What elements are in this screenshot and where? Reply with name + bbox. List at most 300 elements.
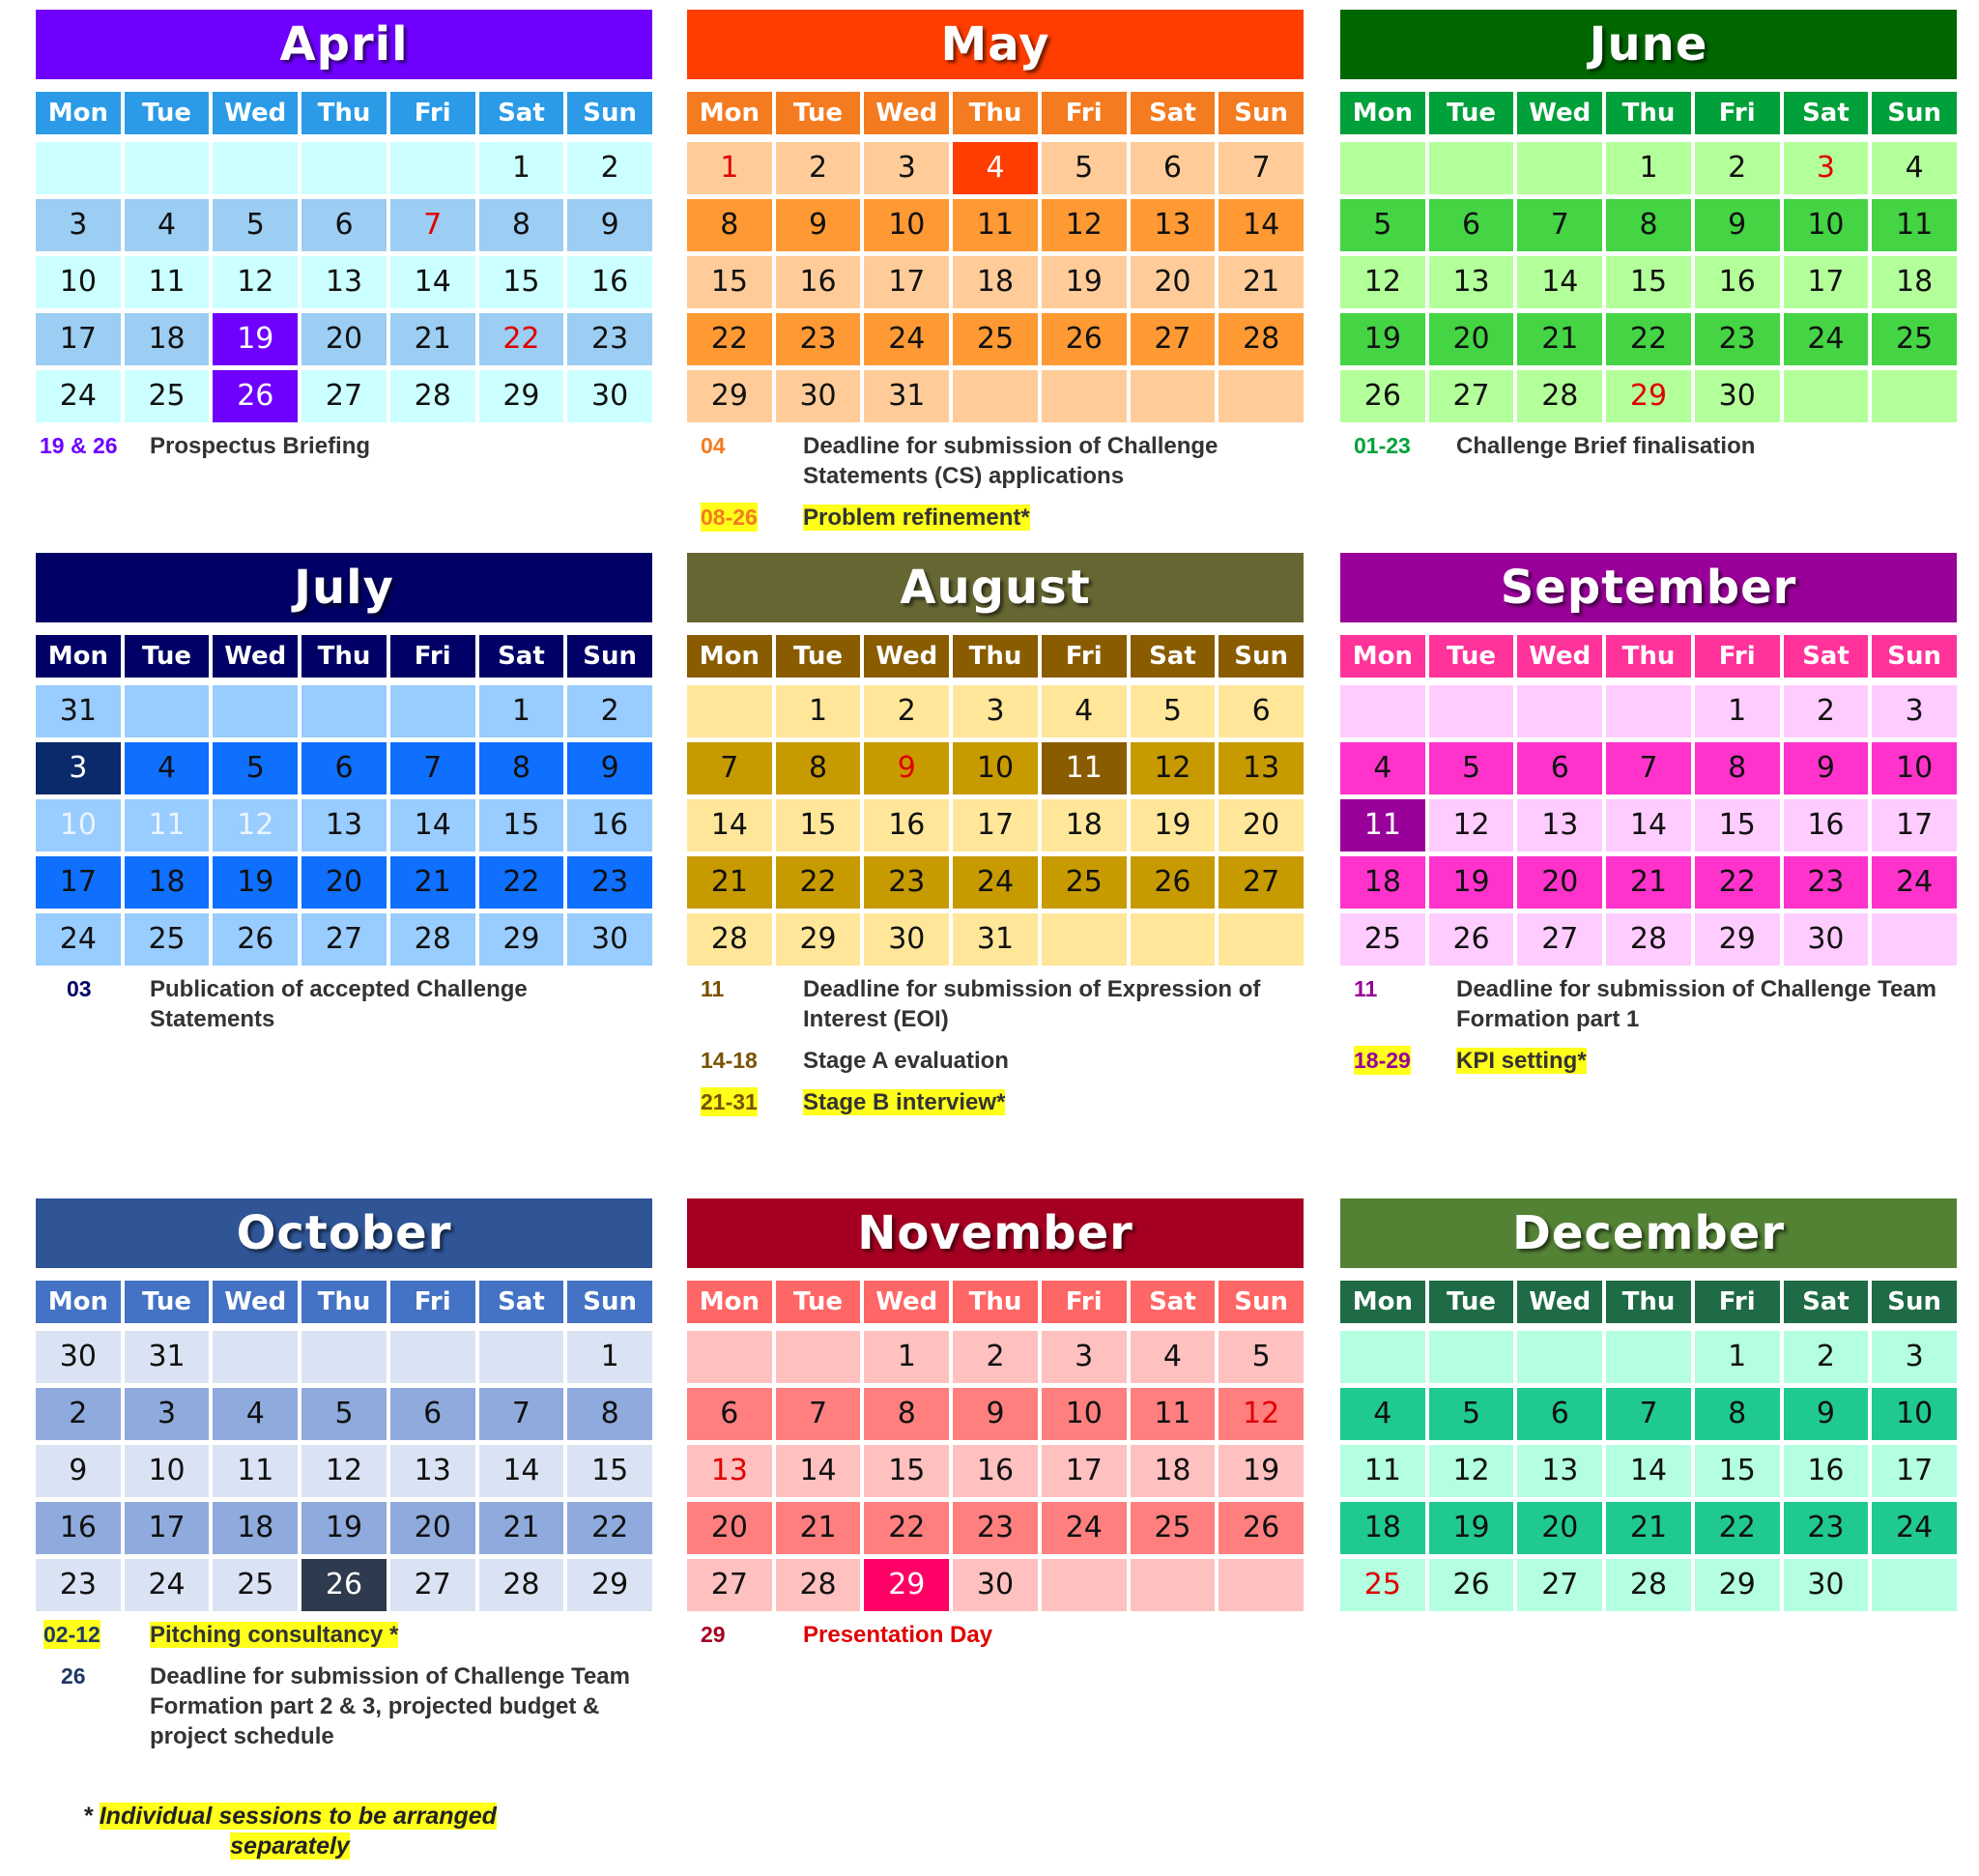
empty-cell <box>1429 1331 1514 1383</box>
day-cell: 17 <box>1042 1445 1127 1497</box>
day-cell: 5 <box>213 199 298 251</box>
day-cell: 20 <box>1517 856 1602 909</box>
day-cell: 15 <box>687 256 772 308</box>
day-cell: 4 <box>125 199 210 251</box>
day-cell: 25 <box>1340 1559 1425 1611</box>
day-cell: 9 <box>953 1388 1038 1440</box>
empty-cell <box>213 142 298 194</box>
empty-cell <box>1784 370 1869 422</box>
day-cell: 25 <box>125 370 210 422</box>
day-cell: 4 <box>953 142 1038 194</box>
weekday-header: Wed <box>213 635 298 678</box>
day-cell: 21 <box>776 1502 861 1554</box>
event-date: 14-18 <box>701 1048 758 1073</box>
day-cell: 12 <box>213 799 298 851</box>
event-item <box>687 1620 1286 1650</box>
day-cell: 2 <box>567 142 652 194</box>
day-cell: 26 <box>1340 370 1425 422</box>
day-cell: 25 <box>953 313 1038 365</box>
day-cell: 27 <box>1429 370 1514 422</box>
empty-cell <box>1219 370 1304 422</box>
day-cell: 18 <box>125 856 210 909</box>
empty-cell <box>213 685 298 737</box>
day-cell: 28 <box>1606 1559 1691 1611</box>
day-cell: 15 <box>1606 256 1691 308</box>
day-cell: 19 <box>301 1502 387 1554</box>
day-cell: 3 <box>125 1388 210 1440</box>
weekday-header: Tue <box>1429 635 1514 678</box>
month-july <box>36 553 652 966</box>
day-cell: 24 <box>953 856 1038 909</box>
day-cell: 6 <box>301 742 387 794</box>
day-cell: 30 <box>567 370 652 422</box>
weekday-header: Thu <box>1606 635 1691 678</box>
empty-cell <box>1042 1559 1127 1611</box>
day-cell: 29 <box>1695 913 1780 966</box>
month-title: September <box>1340 553 1957 622</box>
day-cell: 8 <box>479 742 564 794</box>
event-item <box>1340 1046 1939 1076</box>
day-cell: 25 <box>1131 1502 1216 1554</box>
day-cell: 13 <box>390 1445 475 1497</box>
day-cell: 14 <box>1606 799 1691 851</box>
month-grid <box>687 1281 1304 1611</box>
event-item <box>36 1661 635 1751</box>
day-cell: 2 <box>864 685 949 737</box>
event-text: Problem refinement* <box>803 505 1030 531</box>
day-cell: 23 <box>567 313 652 365</box>
month-october <box>36 1198 652 1611</box>
empty-cell <box>1429 685 1514 737</box>
day-cell: 12 <box>1429 799 1514 851</box>
event-text: Prospectus Briefing <box>150 433 371 459</box>
day-cell: 11 <box>1872 199 1957 251</box>
day-cell: 4 <box>213 1388 298 1440</box>
weekday-header: Mon <box>1340 1281 1425 1323</box>
day-cell: 29 <box>479 913 564 966</box>
weekday-header: Sat <box>479 1281 564 1323</box>
day-cell: 27 <box>1517 1559 1602 1611</box>
day-cell: 16 <box>1784 1445 1869 1497</box>
day-cell: 9 <box>36 1445 121 1497</box>
day-cell: 24 <box>1784 313 1869 365</box>
day-cell: 1 <box>1695 685 1780 737</box>
day-cell: 2 <box>567 685 652 737</box>
day-cell: 17 <box>125 1502 210 1554</box>
month-grid <box>687 92 1304 422</box>
weekday-header: Wed <box>864 92 949 134</box>
weekday-header: Sun <box>1219 635 1304 678</box>
day-cell: 13 <box>1517 799 1602 851</box>
day-cell: 30 <box>1784 913 1869 966</box>
day-cell: 13 <box>1517 1445 1602 1497</box>
day-cell: 27 <box>687 1559 772 1611</box>
event-date: 11 <box>1354 976 1378 1001</box>
empty-cell <box>213 1331 298 1383</box>
day-cell: 18 <box>1131 1445 1216 1497</box>
day-cell: 5 <box>1429 742 1514 794</box>
day-cell: 10 <box>1784 199 1869 251</box>
day-cell: 16 <box>953 1445 1038 1497</box>
day-cell: 1 <box>567 1331 652 1383</box>
event-date: 08-26 <box>701 505 758 530</box>
weekday-header: Fri <box>1695 635 1780 678</box>
event-date: 29 <box>701 1622 726 1647</box>
day-cell: 11 <box>125 256 210 308</box>
day-cell: 27 <box>301 370 387 422</box>
day-cell: 15 <box>864 1445 949 1497</box>
day-cell: 4 <box>1042 685 1127 737</box>
empty-cell <box>687 1331 772 1383</box>
day-cell: 31 <box>125 1331 210 1383</box>
day-cell: 19 <box>1429 1502 1514 1554</box>
weekday-header: Mon <box>687 635 772 678</box>
empty-cell <box>390 1331 475 1383</box>
day-cell: 17 <box>953 799 1038 851</box>
day-cell: 7 <box>687 742 772 794</box>
day-cell: 18 <box>1340 1502 1425 1554</box>
event-text: Deadline for submission of Challenge Statements (CS) applications <box>803 433 1219 489</box>
day-cell: 8 <box>864 1388 949 1440</box>
weekday-header: Wed <box>864 1281 949 1323</box>
day-cell: 24 <box>36 370 121 422</box>
weekday-header: Sun <box>567 635 652 678</box>
weekday-header: Mon <box>687 1281 772 1323</box>
day-cell: 23 <box>776 313 861 365</box>
day-cell: 4 <box>1872 142 1957 194</box>
weekday-header: Fri <box>390 1281 475 1323</box>
event-text: KPI setting* <box>1456 1048 1587 1074</box>
day-cell: 4 <box>1131 1331 1216 1383</box>
empty-cell <box>1429 142 1514 194</box>
day-cell: 6 <box>1517 1388 1602 1440</box>
weekday-header: Fri <box>1042 635 1127 678</box>
weekday-header: Mon <box>36 635 121 678</box>
day-cell: 4 <box>1340 742 1425 794</box>
empty-cell <box>301 142 387 194</box>
day-cell: 22 <box>864 1502 949 1554</box>
day-cell: 14 <box>1219 199 1304 251</box>
day-cell: 8 <box>1695 1388 1780 1440</box>
day-cell: 26 <box>1131 856 1216 909</box>
day-cell: 3 <box>1872 1331 1957 1383</box>
month-june <box>1340 10 1957 422</box>
day-cell: 16 <box>36 1502 121 1554</box>
day-cell: 28 <box>1606 913 1691 966</box>
weekday-header: Tue <box>776 92 861 134</box>
event-item <box>687 1046 1286 1076</box>
day-cell: 30 <box>864 913 949 966</box>
weekday-header: Fri <box>390 92 475 134</box>
day-cell: 22 <box>776 856 861 909</box>
event-text: Stage B interview* <box>803 1089 1006 1115</box>
day-cell: 23 <box>1784 856 1869 909</box>
day-cell: 15 <box>1695 799 1780 851</box>
day-cell: 2 <box>1784 685 1869 737</box>
weekday-header: Fri <box>1042 92 1127 134</box>
event-item <box>687 974 1286 1034</box>
month-november <box>687 1198 1304 1611</box>
day-cell: 26 <box>1042 313 1127 365</box>
weekday-header: Fri <box>1042 1281 1127 1323</box>
weekday-header: Wed <box>864 635 949 678</box>
day-cell: 7 <box>1606 1388 1691 1440</box>
day-cell: 27 <box>301 913 387 966</box>
day-cell: 14 <box>390 256 475 308</box>
event-list <box>687 974 1286 1129</box>
empty-cell <box>36 142 121 194</box>
day-cell: 1 <box>776 685 861 737</box>
event-date: 01-23 <box>1354 433 1411 458</box>
day-cell: 29 <box>864 1559 949 1611</box>
day-cell: 6 <box>1131 142 1216 194</box>
month-grid <box>36 1281 652 1611</box>
day-cell: 24 <box>1042 1502 1127 1554</box>
day-cell: 16 <box>776 256 861 308</box>
footnote <box>77 1802 502 1862</box>
day-cell: 21 <box>1606 1502 1691 1554</box>
empty-cell <box>1131 1559 1216 1611</box>
weekday-header: Tue <box>776 635 861 678</box>
month-grid <box>1340 92 1957 422</box>
month-august <box>687 553 1304 966</box>
day-cell: 3 <box>36 199 121 251</box>
day-cell: 19 <box>213 856 298 909</box>
day-cell: 11 <box>1131 1388 1216 1440</box>
day-cell: 1 <box>1695 1331 1780 1383</box>
day-cell: 29 <box>567 1559 652 1611</box>
weekday-header: Sat <box>1131 1281 1216 1323</box>
month-grid <box>1340 1281 1957 1611</box>
empty-cell <box>1517 1331 1602 1383</box>
day-cell: 20 <box>390 1502 475 1554</box>
day-cell: 8 <box>567 1388 652 1440</box>
empty-cell <box>1606 1331 1691 1383</box>
day-cell: 23 <box>567 856 652 909</box>
empty-cell <box>1340 685 1425 737</box>
day-cell: 7 <box>390 199 475 251</box>
day-cell: 10 <box>36 799 121 851</box>
weekday-header: Thu <box>953 92 1038 134</box>
day-cell: 21 <box>1219 256 1304 308</box>
footnote-marker: * <box>83 1803 93 1830</box>
day-cell: 23 <box>1784 1502 1869 1554</box>
day-cell: 1 <box>864 1331 949 1383</box>
day-cell: 18 <box>213 1502 298 1554</box>
day-cell: 28 <box>1219 313 1304 365</box>
day-cell: 22 <box>1606 313 1691 365</box>
day-cell: 30 <box>1695 370 1780 422</box>
empty-cell <box>687 685 772 737</box>
day-cell: 13 <box>301 256 387 308</box>
empty-cell <box>1606 685 1691 737</box>
day-cell: 19 <box>213 313 298 365</box>
day-cell: 17 <box>1784 256 1869 308</box>
day-cell: 6 <box>1219 685 1304 737</box>
weekday-header: Fri <box>390 635 475 678</box>
event-date: 26 <box>61 1663 86 1688</box>
event-item <box>36 431 635 461</box>
empty-cell <box>1042 913 1127 966</box>
day-cell: 8 <box>1606 199 1691 251</box>
day-cell: 7 <box>1219 142 1304 194</box>
weekday-header: Mon <box>687 92 772 134</box>
day-cell: 12 <box>301 1445 387 1497</box>
day-cell: 14 <box>1606 1445 1691 1497</box>
day-cell: 1 <box>479 142 564 194</box>
day-cell: 7 <box>1517 199 1602 251</box>
day-cell: 20 <box>301 313 387 365</box>
day-cell: 11 <box>125 799 210 851</box>
event-text: Deadline for submission of Challenge Team Formation part 1 <box>1456 976 1936 1032</box>
day-cell: 22 <box>479 856 564 909</box>
day-cell: 23 <box>953 1502 1038 1554</box>
empty-cell <box>1042 370 1127 422</box>
day-cell: 23 <box>864 856 949 909</box>
event-text: Deadline for submission of Expression of Interest (EOI) <box>803 976 1261 1032</box>
day-cell: 1 <box>1606 142 1691 194</box>
day-cell: 2 <box>953 1331 1038 1383</box>
day-cell: 26 <box>301 1559 387 1611</box>
day-cell: 15 <box>567 1445 652 1497</box>
month-title: December <box>1340 1198 1957 1268</box>
day-cell: 5 <box>213 742 298 794</box>
event-text: Deadline for submission of Challenge Team Formation part 2 & 3, projected budget & project schedule <box>150 1663 630 1749</box>
day-cell: 1 <box>479 685 564 737</box>
day-cell: 28 <box>1517 370 1602 422</box>
event-item <box>687 503 1286 533</box>
day-cell: 18 <box>125 313 210 365</box>
empty-cell <box>1872 370 1957 422</box>
empty-cell <box>1872 1559 1957 1611</box>
day-cell: 27 <box>1131 313 1216 365</box>
weekday-header: Tue <box>125 635 210 678</box>
month-grid <box>687 635 1304 966</box>
event-date: 11 <box>701 976 725 1001</box>
day-cell: 3 <box>1042 1331 1127 1383</box>
weekday-header: Mon <box>36 92 121 134</box>
day-cell: 24 <box>36 913 121 966</box>
weekday-header: Tue <box>1429 1281 1514 1323</box>
day-cell: 26 <box>213 370 298 422</box>
weekday-header: Thu <box>301 92 387 134</box>
day-cell: 5 <box>1219 1331 1304 1383</box>
day-cell: 11 <box>1042 742 1127 794</box>
month-title: October <box>36 1198 652 1268</box>
day-cell: 3 <box>864 142 949 194</box>
day-cell: 12 <box>1340 256 1425 308</box>
day-cell: 25 <box>1042 856 1127 909</box>
day-cell: 22 <box>1695 1502 1780 1554</box>
day-cell: 24 <box>1872 1502 1957 1554</box>
day-cell: 10 <box>1872 742 1957 794</box>
day-cell: 5 <box>1429 1388 1514 1440</box>
empty-cell <box>1219 1559 1304 1611</box>
day-cell: 28 <box>776 1559 861 1611</box>
weekday-header: Sun <box>567 1281 652 1323</box>
weekday-header: Sat <box>1784 1281 1869 1323</box>
day-cell: 25 <box>1340 913 1425 966</box>
day-cell: 1 <box>687 142 772 194</box>
day-cell: 14 <box>390 799 475 851</box>
day-cell: 8 <box>776 742 861 794</box>
weekday-header: Sat <box>479 92 564 134</box>
day-cell: 29 <box>776 913 861 966</box>
day-cell: 6 <box>1517 742 1602 794</box>
day-cell: 28 <box>687 913 772 966</box>
event-date: 03 <box>67 976 92 1001</box>
day-cell: 6 <box>390 1388 475 1440</box>
day-cell: 19 <box>1429 856 1514 909</box>
event-text: Presentation Day <box>803 1622 993 1648</box>
day-cell: 14 <box>479 1445 564 1497</box>
month-title: April <box>36 10 652 79</box>
event-item <box>1340 974 1939 1034</box>
day-cell: 11 <box>1340 1445 1425 1497</box>
month-grid <box>1340 635 1957 966</box>
day-cell: 5 <box>301 1388 387 1440</box>
day-cell: 3 <box>953 685 1038 737</box>
weekday-header: Thu <box>953 635 1038 678</box>
weekday-header: Tue <box>1429 92 1514 134</box>
day-cell: 11 <box>213 1445 298 1497</box>
weekday-header: Fri <box>1695 92 1780 134</box>
weekday-header: Sat <box>1784 635 1869 678</box>
weekday-header: Sat <box>1131 635 1216 678</box>
day-cell: 19 <box>1042 256 1127 308</box>
weekday-header: Mon <box>1340 92 1425 134</box>
month-december <box>1340 1198 1957 1611</box>
month-title: July <box>36 553 652 622</box>
day-cell: 2 <box>1695 142 1780 194</box>
day-cell: 4 <box>125 742 210 794</box>
day-cell: 27 <box>1517 913 1602 966</box>
day-cell: 11 <box>1340 799 1425 851</box>
event-text: Stage A evaluation <box>803 1048 1009 1074</box>
event-item <box>36 1620 635 1650</box>
day-cell: 17 <box>864 256 949 308</box>
footnote-text: Individual sessions to be arranged separately <box>99 1803 497 1860</box>
event-item <box>687 431 1286 491</box>
day-cell: 20 <box>301 856 387 909</box>
weekday-header: Thu <box>301 1281 387 1323</box>
day-cell: 30 <box>1784 1559 1869 1611</box>
month-grid <box>36 635 652 966</box>
day-cell: 6 <box>301 199 387 251</box>
event-date: 04 <box>701 433 726 458</box>
day-cell: 3 <box>1872 685 1957 737</box>
day-cell: 18 <box>1340 856 1425 909</box>
day-cell: 26 <box>1429 1559 1514 1611</box>
month-april <box>36 10 652 422</box>
day-cell: 22 <box>687 313 772 365</box>
event-list <box>36 1620 635 1763</box>
day-cell: 12 <box>1429 1445 1514 1497</box>
event-item <box>687 1087 1286 1117</box>
day-cell: 30 <box>567 913 652 966</box>
day-cell: 5 <box>1131 685 1216 737</box>
empty-cell <box>390 685 475 737</box>
day-cell: 7 <box>479 1388 564 1440</box>
month-may <box>687 10 1304 422</box>
day-cell: 7 <box>1606 742 1691 794</box>
day-cell: 21 <box>390 856 475 909</box>
weekday-header: Wed <box>213 92 298 134</box>
weekday-header: Tue <box>776 1281 861 1323</box>
day-cell: 28 <box>390 913 475 966</box>
day-cell: 5 <box>1340 199 1425 251</box>
day-cell: 30 <box>36 1331 121 1383</box>
